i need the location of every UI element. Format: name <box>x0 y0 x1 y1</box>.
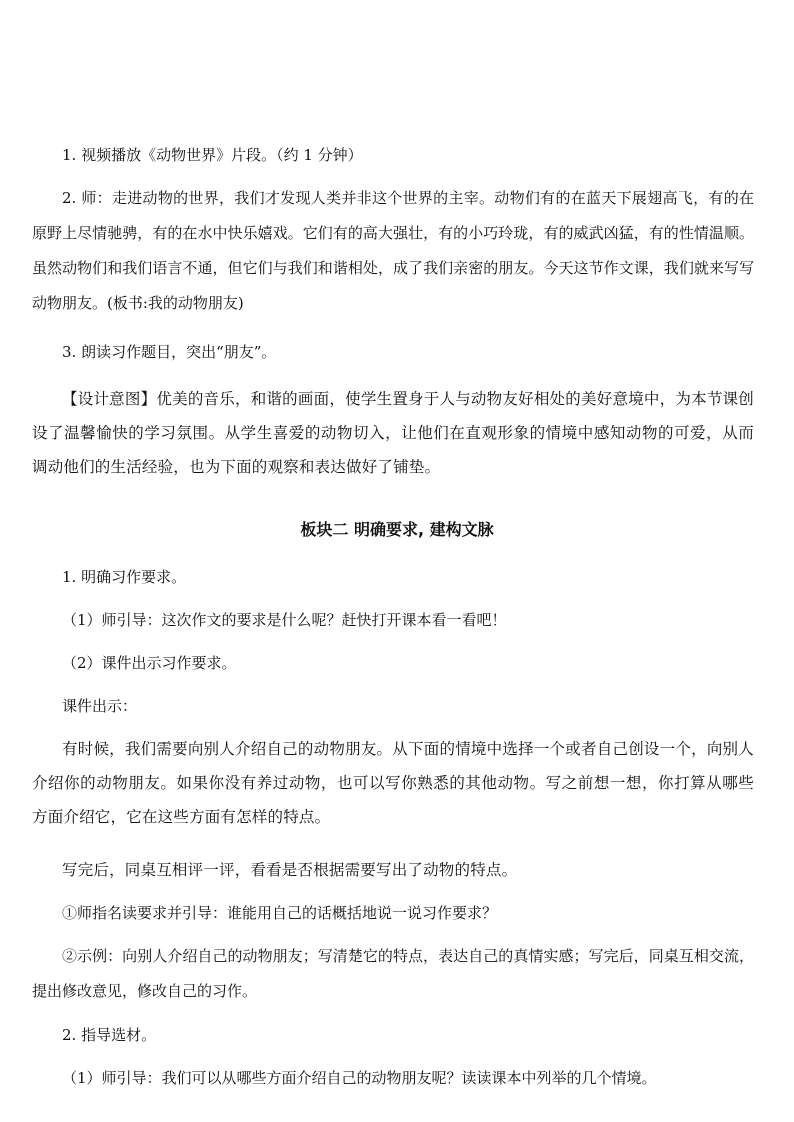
paragraph-peer-review: 写完后，同桌互相评一评，看看是否根据需要写出了动物的特点。 <box>62 861 518 879</box>
paragraph-teacher-intro: 2. 师：走进动物的世界，我们才发现人类并非这个世界的主宰。动物们有的在蓝天下展翅高飞，有的在原野上尽情驰骋，有的在水中快乐嬉戏。它们有的高大强壮，有的小巧玲珑，有的威武凶猛，有的性情温顺。虽然动物们和我们语言不通，但它们与我们和谐相处，成了我们亲密的朋友。今天这节作文课，我们就来写写动物朋友。(板书:我的动物朋友) <box>32 189 754 312</box>
paragraph-teacher-guide-2: （1）师引导：我们可以从哪些方面介绍自己的动物朋友呢？读读课本中列举的几个情境。 <box>62 1069 657 1087</box>
paragraph-courseware-show: （2）课件出示习作要求。 <box>62 654 237 672</box>
paragraph-read-title: 3. 朗读习作题目，突出“朋友”。 <box>62 343 277 361</box>
paragraph-guide-material: 2. 指导选材。 <box>62 1026 157 1044</box>
paragraph-step-1: ①师指名读要求并引导：谁能用自己的话概括地说一说习作要求？ <box>62 904 498 922</box>
paragraph-design-intent: 【设计意图】优美的音乐，和谐的画面，使学生置身于人与动物友好相处的美好意境中，为本节课创设了温馨愉快的学习氛围。从学生喜爱的动物切入，让他们在直观形象的情境中感知动物的可爱，从而调动他们的生活经验，也为下面的观察和表达做好了铺垫。 <box>32 390 754 476</box>
paragraph-clarify-requirements: 1. 明确习作要求。 <box>62 568 187 586</box>
paragraph-video: 1. 视频播放《动物世界》片段。（约 1 分钟） <box>62 146 363 164</box>
paragraph-courseware-label: 课件出示： <box>62 697 138 715</box>
section-heading: 板块二 明确要求, 建构文脉 <box>300 520 494 539</box>
paragraph-teacher-guide-1: （1）师引导：这次作文的要求是什么呢？赶快打开课本看一看吧！ <box>62 611 507 629</box>
paragraph-step-2: ②示例：向别人介绍自己的动物朋友；写清楚它的特点，表达自己的真情实感；写完后，同桌互相交流，提出修改意见，修改自己的习作。 <box>32 947 754 1000</box>
paragraph-requirements-text: 有时候，我们需要向别人介绍自己的动物朋友。从下面的情境中选择一个或者自己创设一个，向别人介绍你的动物朋友。如果你没有养过动物，也可以写你熟悉的其他动物。写之前想一想，你打算从哪些方面介绍它，它在这些方面有怎样的特点。 <box>32 740 754 826</box>
